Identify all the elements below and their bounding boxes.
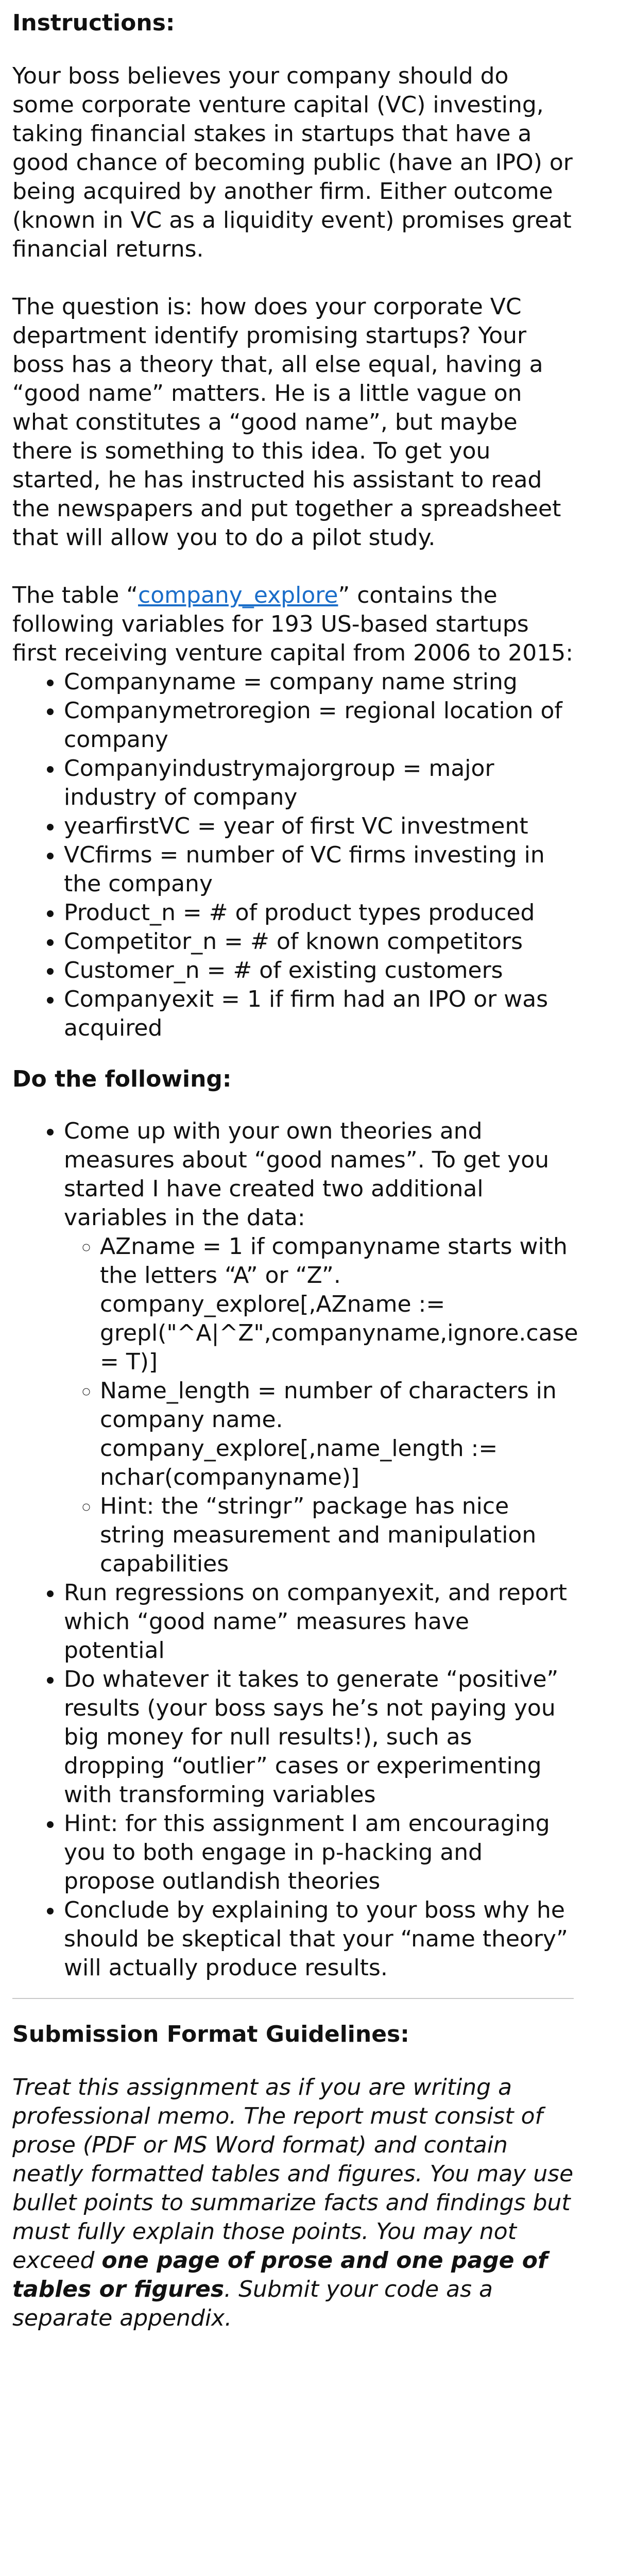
list-item: • Customer_n = # of existing customers (64, 956, 574, 985)
company-explore-link[interactable]: company_explore (138, 582, 338, 608)
list-item: ◦ AZname = 1 if companyname starts with the letters “A” or “Z”. company_explore[,AZname := grepl("^A|^Z",companyname,ignore.case = T)] (100, 1232, 574, 1377)
list-item: • Competitor_n = # of known competitors (64, 927, 574, 956)
question-paragraph: The question is: how does your corporate VC department identify promising startups? Your boss has a theory that, all else equal, having a “good name” matters. He is a little vague on what constitutes a “good name”, but maybe there is something to this idea. To get you started, he has instructed his assistant to read the newspapers and put together a spreadsheet that will allow you to do a pilot study. (12, 294, 561, 551)
intro-paragraph: Your boss believes your company should do some corporate venture capital (VC) investing, taking financial stakes in startups that have a good chance of becoming public (have an IPO) or being acquired by another firm. Either outcome (known in VC as a liquidity event) promises great financial returns. (12, 63, 573, 262)
list-item: • yearfirstVC = year of first VC investment (64, 812, 574, 841)
instructions-heading: Instructions: (12, 10, 175, 36)
list-item: • Companyindustrymajorgroup = major industry of company (64, 754, 574, 812)
list-item: • Run regressions on companyexit, and report which “good name” measures have potential (64, 1579, 574, 1665)
list-item: ◦ Name_length = number of characters in company name. company_explore[,name_length := nchar(companyname)] (100, 1377, 574, 1492)
code-snippet: company_explore[,AZname := grepl("^A|^Z",companyname,ignore.case = T)] (100, 1291, 578, 1375)
list-item: • Come up with your own theories and measures about “good names”. To get you started I have created two additional variables in the data: ◦ AZname = 1 if companyname starts with the letters “A” or “Z”. company_explore[,AZname := grepl("^A|^Z",companyname,ignore.case = T)] ◦ Name_length = number of characters in company name. company_explore[,name_length := nchar(companyname)] ◦ Hint: the “stringr” package has nice string measurement and manipulation capabilities (64, 1117, 574, 1579)
table-description: The table “company_explore” contains the following variables for 193 US-based startups first receiving venture capital from 2006 to 2015: (12, 582, 574, 666)
assignment-document (12, 0, 578, 2333)
list-item: • VCfirms = number of VC firms investing in the company (64, 841, 574, 899)
submission-guidelines: Treat this assignment as if you are writing a professional memo. The report must consist of prose (PDF or MS Word format) and contain neatly formatted tables and figures. You may use bullet points to summarize facts and findings but must fully explain those points. You may not exceed one page of prose and one page of tables or figures. Submit your code as a separate appendix. (12, 2074, 574, 2331)
list-item: • Conclude by explaining to your boss why he should be skeptical that your “name theory” will actually produce results. (64, 1896, 574, 1982)
list-item: • Companyname = company name string (64, 668, 574, 697)
code-snippet: company_explore[,name_length := nchar(companyname)] (100, 1435, 498, 1490)
list-item: ◦ Hint: the “stringr” package has nice string measurement and manipulation capabilities (100, 1492, 574, 1579)
list-item: • Companymetroregion = regional location of company (64, 697, 574, 754)
list-item: • Hint: for this assignment I am encouraging you to both engage in p-hacking and propose outlandish theories (64, 1809, 574, 1896)
list-item: • Product_n = # of product types produced (64, 899, 574, 927)
sub-list (64, 1232, 578, 1579)
list-item: • Do whatever it takes to generate “positive” results (your boss says he’s not paying you big money for null results!), such as dropping “outlier” cases or experimenting with transforming variables (64, 1665, 574, 1809)
do-heading: Do the following: (12, 1066, 232, 1092)
list-item: • Companyexit = 1 if firm had an IPO or was acquired (64, 985, 574, 1043)
variable-list (12, 668, 574, 1043)
submission-heading: Submission Format Guidelines: (12, 2021, 409, 2047)
task-list (12, 1117, 578, 1982)
